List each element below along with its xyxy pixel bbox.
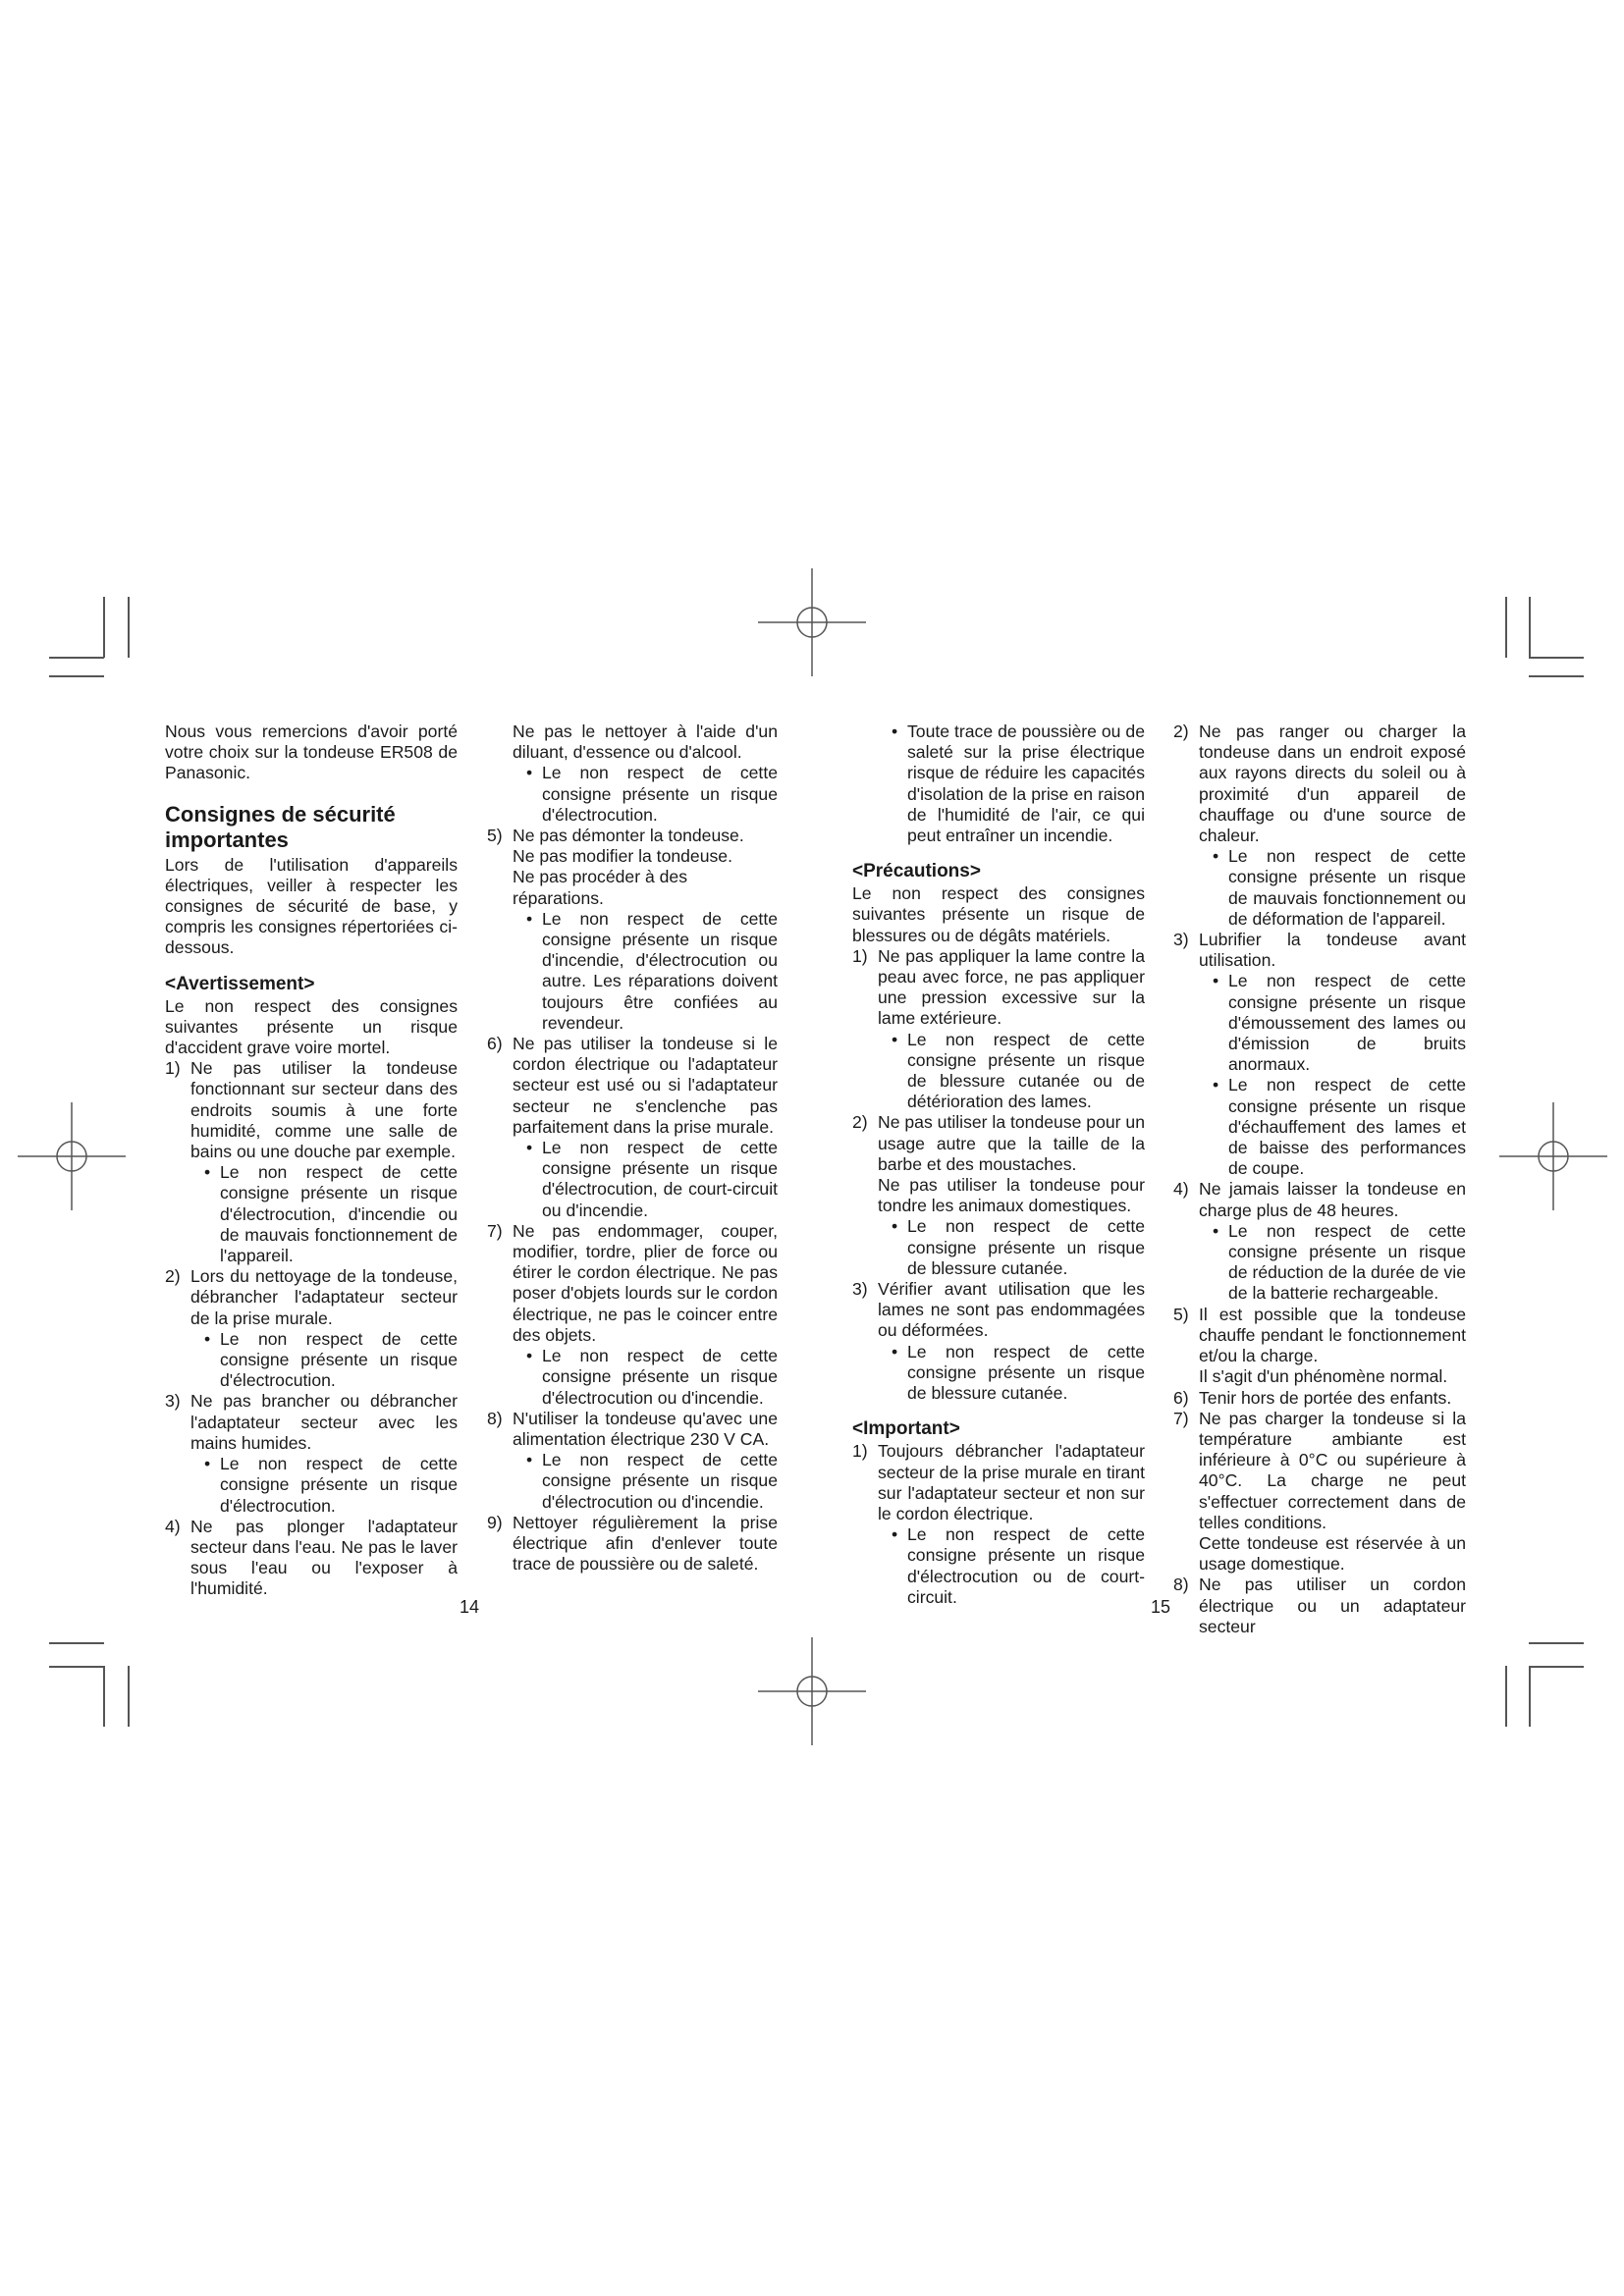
item-text: Nettoyer régulièrement la prise électrique afin d'enlever toute trace de poussière ou de saleté.: [513, 1512, 778, 1575]
crop-mark: [1529, 1666, 1584, 1668]
item-text: Ne pas modifier la tondeuse.: [513, 846, 732, 867]
bullet-item: [165, 1162, 458, 1266]
item-number: 5): [487, 826, 503, 846]
item-number: 8): [1173, 1575, 1189, 1595]
crop-mark: [49, 675, 104, 677]
item-text: Cette tondeuse est réservée à un usage domestique.: [1199, 1532, 1466, 1575]
bullet-item: [165, 1329, 458, 1392]
bullet-icon: •: [892, 721, 898, 741]
bullet-item: [487, 763, 778, 826]
bullet-item: [487, 1346, 778, 1409]
item-number: 6): [1173, 1387, 1189, 1408]
crop-mark: [1505, 597, 1507, 658]
crop-mark: [103, 1666, 105, 1727]
list-item: [165, 1058, 458, 1162]
item-text: Il s'agit d'un phénomène normal.: [1199, 1366, 1448, 1387]
bullet-item: [852, 1524, 1145, 1608]
item-text: Ne pas procéder à des réparations.: [513, 867, 687, 908]
bullet-item: [165, 1454, 458, 1517]
bullet-text: Le non respect de cette consigne présente un risque d'électrocution, de court-circuit ou d'incendie.: [542, 1138, 778, 1220]
item-text: Vérifier avant utilisation que les lames ne sont pas endommagées ou déformées.: [878, 1279, 1145, 1341]
bullet-item: [487, 1450, 778, 1513]
crop-mark: [49, 1642, 104, 1644]
item-number: 1): [852, 945, 868, 966]
item-text: Ne pas utiliser la tondeuse fonctionnant sur secteur dans des endroits soumis à une forte humidité, comme une salle de bains ou une douche par exemple.: [190, 1058, 458, 1162]
item-text: Toujours débrancher l'adaptateur secteur de la prise murale en tirant sur l'adaptateur secteur et non sur le cordon électrique.: [878, 1441, 1145, 1523]
bullet-icon: •: [526, 763, 533, 783]
bullet-icon: •: [1213, 846, 1219, 867]
bullet-text: Le non respect de cette consigne présente un risque d'émoussement des lames ou d'émission de bruits anormaux.: [1228, 971, 1466, 1075]
item-number: 3): [165, 1391, 181, 1412]
bullet-text: Le non respect de cette consigne présente un risque d'électrocution.: [220, 1454, 458, 1516]
warning-heading: <Avertissement>: [165, 973, 315, 994]
safety-intro: Lors de l'utilisation d'appareils électriques, veiller à respecter les consignes de sécurité de base, y compris les consignes répertoriées ci-dessous.: [165, 854, 458, 958]
precautions-intro: Le non respect des consignes suivantes présente un risque de blessures ou de dégâts matériels.: [852, 883, 1145, 945]
list-item: [1173, 1305, 1466, 1388]
item-number: 3): [1173, 930, 1189, 950]
bullet-item: [1173, 846, 1466, 930]
bullet-text: Le non respect de cette consigne présente un risque d'échauffement des lames et de baisse des performances de coupe.: [1228, 1075, 1466, 1179]
bullet-icon: •: [204, 1328, 211, 1349]
bullet-item: [852, 1030, 1145, 1113]
bullet-icon: •: [892, 1341, 898, 1362]
crop-mark: [1529, 657, 1584, 659]
crop-mark: [1529, 597, 1531, 658]
item-number: 1): [852, 1441, 868, 1462]
item-number: 7): [1173, 1408, 1189, 1428]
item-text: Ne pas charger la tondeuse si la température ambiante est inférieure à 0°C ou supérieure à 40°C. La charge ne peut s'effectuer correctement dans de telles conditions.: [1199, 1408, 1466, 1532]
crop-mark: [49, 657, 104, 659]
warning-intro: Le non respect des consignes suivantes présente un risque d'accident grave voire mortel.: [165, 995, 458, 1058]
item-number: 2): [165, 1266, 181, 1287]
bullet-text: Le non respect de cette consigne présente un risque d'électrocution.: [220, 1328, 458, 1391]
precautions-heading: <Précautions>: [852, 861, 981, 882]
item-text: Ne pas utiliser la tondeuse si le cordon électrique ou l'adaptateur secteur est usé ou si l'adaptateur secteur ne s'enclenche pas parfaitement dans la prise murale.: [513, 1034, 778, 1137]
list-item: [1173, 1388, 1466, 1409]
registration-target-icon: [18, 1102, 126, 1210]
list-item: [487, 1409, 778, 1450]
list-item: [852, 946, 1145, 1030]
registration-target-icon: [758, 568, 866, 676]
list-item: [165, 1266, 458, 1329]
bullet-text: Le non respect de cette consigne présente un risque d'incendie, d'électrocution ou autre. Les réparations doivent toujours être confiées au revendeur.: [542, 908, 778, 1033]
bullet-text: Le non respect de cette consigne présente un risque de mauvais fonctionnement ou de déformation de l'appareil.: [1228, 846, 1466, 929]
list-item: [852, 1441, 1145, 1524]
item-text: Ne pas plonger l'adaptateur secteur dans l'eau. Ne pas le laver sous l'eau ou l'exposer à l'humidité.: [190, 1516, 458, 1599]
item-number: 9): [487, 1512, 503, 1532]
bullet-icon: •: [526, 1346, 533, 1366]
crop-mark: [103, 597, 105, 658]
bullet-text: Le non respect de cette consigne présente un risque de blessure cutanée.: [907, 1216, 1145, 1278]
list-item: [852, 1279, 1145, 1342]
bullet-icon: •: [526, 908, 533, 929]
column-2: [487, 721, 778, 1575]
bullet-icon: •: [1213, 1220, 1219, 1241]
list-item: [852, 1112, 1145, 1216]
registration-target-icon: [1499, 1102, 1607, 1210]
item-number: 1): [165, 1058, 181, 1079]
bullet-icon: •: [1213, 971, 1219, 991]
bullet-item: [1173, 971, 1466, 1075]
bullet-item: [487, 909, 778, 1034]
bullet-icon: •: [1213, 1075, 1219, 1095]
item-text: Lubrifier la tondeuse avant utilisation.: [1199, 930, 1466, 971]
item-text: Ne jamais laisser la tondeuse en charge plus de 48 heures.: [1199, 1179, 1466, 1220]
crop-mark: [128, 597, 130, 658]
item-number: 3): [852, 1279, 868, 1300]
bullet-item: [487, 1138, 778, 1221]
item-text: Ne pas brancher ou débrancher l'adaptateur secteur avec les mains humides.: [190, 1391, 458, 1453]
bullet-icon: •: [526, 1138, 533, 1158]
bullet-icon: •: [892, 1029, 898, 1049]
list-item: [487, 1221, 778, 1346]
list-item: [1173, 930, 1466, 971]
item-number: 2): [1173, 721, 1189, 741]
continued-text: Ne pas le nettoyer à l'aide d'un diluant, d'essence ou d'alcool.: [513, 721, 778, 763]
list-item: [165, 1391, 458, 1454]
bullet-icon: •: [526, 1450, 533, 1470]
crop-mark: [1529, 1666, 1531, 1727]
item-text: Il est possible que la tondeuse chauffe pendant le fonctionnement et/ou la charge.: [1199, 1304, 1466, 1366]
item-number: 7): [487, 1220, 503, 1241]
item-text: N'utiliser la tondeuse qu'avec une alimentation électrique 230 V CA.: [513, 1408, 778, 1449]
bullet-icon: •: [892, 1216, 898, 1237]
item-number: 2): [852, 1112, 868, 1133]
intro-text: Nous vous remercions d'avoir porté votre choix sur la tondeuse ER508 de Panasonic.: [165, 721, 458, 783]
list-item: [1173, 1179, 1466, 1220]
page-number-right: 15: [1151, 1597, 1171, 1617]
crop-mark: [1529, 675, 1584, 677]
column-4: [1173, 721, 1466, 1637]
bullet-item: [1173, 1221, 1466, 1305]
column-3: [852, 721, 1145, 1608]
bullet-text: Le non respect de cette consigne présente un risque d'électrocution ou de court-circuit.: [907, 1524, 1145, 1607]
item-text: Tenir hors de portée des enfants.: [1199, 1387, 1452, 1408]
item-text: Ne pas ranger ou charger la tondeuse dans un endroit exposé aux rayons directs du soleil ou à proximité d'un appareil de chauffage ou d'une source de chaleur.: [1199, 721, 1466, 846]
bullet-text: Toute trace de poussière ou de saleté sur la prise électrique risque de réduire les capacités d'isolation de la prise en raison de l'humidité de l'air, ce qui peut entraîner un incendie.: [907, 721, 1145, 846]
list-item: [165, 1517, 458, 1600]
column-1: [165, 721, 458, 1600]
bullet-item: [852, 1342, 1145, 1405]
item-number: 5): [1173, 1304, 1189, 1324]
item-text: Lors du nettoyage de la tondeuse, débrancher l'adaptateur secteur de la prise murale.: [190, 1266, 458, 1328]
list-item: [1173, 721, 1466, 846]
crop-mark: [128, 1666, 130, 1727]
bullet-icon: •: [204, 1162, 211, 1183]
bullet-text: Le non respect de cette consigne présente un risque de réduction de la durée de vie de la batterie rechargeable.: [1228, 1220, 1466, 1304]
item-number: 6): [487, 1034, 503, 1054]
bullet-text: Le non respect de cette consigne présente un risque d'électrocution ou d'incendie.: [542, 1346, 778, 1408]
list-item: [1173, 1409, 1466, 1575]
bullet-icon: •: [204, 1454, 211, 1474]
bullet-text: Le non respect de cette consigne présente un risque d'électrocution, d'incendie ou de mauvais fonctionnement de l'appareil.: [220, 1162, 458, 1266]
crop-mark: [1529, 1642, 1584, 1644]
item-text: Ne pas endommager, couper, modifier, tordre, plier de force ou étirer le cordon électrique. Ne pas poser d'objets lourds sur le cordon électrique, ne pas le coincer entre des objets.: [513, 1220, 778, 1345]
item-text: Ne pas démonter la tondeuse.: [513, 826, 744, 846]
list-item: [487, 826, 778, 909]
bullet-text: Le non respect de cette consigne présente un risque d'électrocution.: [542, 763, 778, 825]
item-text: Ne pas appliquer la lame contre la peau avec force, ne pas appliquer une pression excessive sur la lame extérieure.: [878, 945, 1145, 1029]
item-text: Ne pas utiliser un cordon électrique ou un adaptateur secteur: [1199, 1575, 1466, 1636]
item-number: 4): [165, 1516, 181, 1536]
crop-mark: [1505, 1666, 1507, 1727]
bullet-item: [852, 721, 1145, 846]
item-text: Ne pas utiliser la tondeuse pour tondre les animaux domestiques.: [878, 1175, 1145, 1216]
safety-heading: Consignes de sécurité importantes: [165, 801, 396, 852]
bullet-icon: •: [892, 1524, 898, 1545]
list-item: [487, 1513, 778, 1575]
bullet-item: [1173, 1075, 1466, 1179]
important-heading: <Important>: [852, 1418, 960, 1440]
item-number: 4): [1173, 1179, 1189, 1200]
bullet-text: Le non respect de cette consigne présente un risque de blessure cutanée.: [907, 1341, 1145, 1404]
bullet-text: Le non respect de cette consigne présente un risque de blessure cutanée ou de détérioration des lames.: [907, 1029, 1145, 1112]
crop-mark: [49, 1666, 104, 1668]
bullet-text: Le non respect de cette consigne présente un risque d'électrocution ou d'incendie.: [542, 1450, 778, 1512]
registration-target-icon: [758, 1637, 866, 1745]
list-item: [487, 1034, 778, 1138]
item-text: Ne pas utiliser la tondeuse pour un usage autre que la taille de la barbe et des moustaches.: [878, 1112, 1145, 1174]
list-item: [1173, 1575, 1466, 1637]
item-number: 8): [487, 1408, 503, 1428]
page-number-left: 14: [460, 1597, 480, 1617]
bullet-item: [852, 1216, 1145, 1279]
